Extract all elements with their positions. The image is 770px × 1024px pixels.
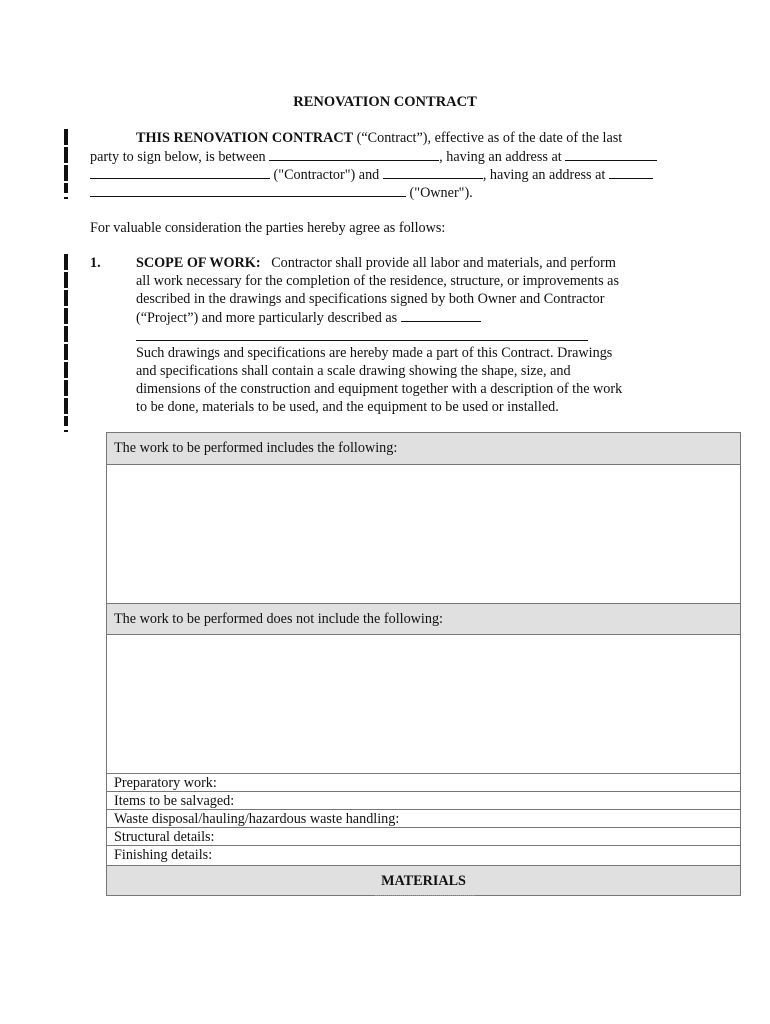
change-bar — [64, 308, 68, 324]
contractor-address-field-2[interactable] — [90, 165, 270, 179]
change-bar — [64, 362, 68, 378]
section1-para2-1: Such drawings and specifications are hereby made a part of this Contract. Drawings — [136, 345, 613, 361]
section1-para2-3: dimensions of the construction and equipment together with a description of the work — [136, 381, 623, 397]
item-row[interactable] — [107, 845, 740, 865]
item-label: Structural details: — [114, 829, 215, 845]
preamble-address-text-2: , having an address at — [482, 167, 606, 183]
preamble-between-text: party to sign below, is between — [90, 149, 266, 165]
item-label: Items to be salvaged: — [114, 793, 235, 809]
change-bar — [64, 380, 68, 396]
project-description-field[interactable] — [401, 308, 481, 322]
change-bar — [64, 254, 68, 270]
preamble-line-1 — [136, 129, 622, 147]
change-bar — [64, 430, 68, 432]
section1-line-4 — [136, 308, 481, 327]
change-bar — [64, 326, 68, 342]
divider — [375, 895, 475, 896]
owner-address-field-2[interactable] — [90, 183, 406, 197]
excludes-textarea[interactable] — [107, 635, 740, 773]
item-row[interactable] — [107, 791, 740, 809]
materials-header-row — [107, 865, 740, 895]
preamble-line1-text: (“Contract”), effective as of the date of the last — [353, 130, 623, 146]
section-heading: SCOPE OF WORK: — [136, 255, 261, 271]
item-row[interactable] — [107, 827, 740, 845]
item-label: Finishing details: — [114, 847, 213, 863]
change-bar — [64, 129, 68, 145]
item-row[interactable] — [107, 773, 740, 791]
item-label: Waste disposal/hauling/hazardous waste handling: — [114, 811, 400, 827]
change-bar — [64, 290, 68, 306]
change-bar — [64, 344, 68, 360]
section1-text-3: described in the drawings and specifications signed by both Owner and Contractor — [136, 291, 605, 307]
section1-text-2: all work necessary for the completion of the residence, structure, or improvements as — [136, 273, 619, 289]
excludes-header: The work to be performed does not include the following: — [114, 611, 443, 627]
excludes-header-row — [107, 603, 740, 635]
preamble-line-2 — [90, 147, 657, 166]
change-bar — [64, 272, 68, 288]
section1-line-1 — [136, 254, 616, 272]
item-row[interactable] — [107, 809, 740, 827]
preamble-address-text: , having an address at — [439, 149, 562, 165]
section-number: 1. — [90, 255, 101, 271]
preamble-contractor-text: ("Contractor") and — [273, 167, 380, 183]
includes-textarea[interactable] — [107, 465, 740, 604]
materials-header: MATERIALS — [381, 873, 466, 889]
contractor-address-field[interactable] — [565, 147, 657, 161]
preamble-bold-lead: THIS RENOVATION CONTRACT — [136, 130, 354, 146]
project-description-field-2[interactable] — [136, 340, 588, 341]
change-bar — [64, 398, 68, 414]
contractor-name-field[interactable] — [269, 147, 439, 161]
change-bar — [64, 183, 68, 193]
section1-para2-2: and specifications shall contain a scale drawing showing the shape, size, and — [136, 363, 571, 379]
section1-para2-4: to be done, materials to be used, and the equipment to be used or installed. — [136, 399, 559, 415]
section1-text-4: (“Project”) and more particularly described as — [136, 310, 398, 326]
includes-header-row — [107, 433, 740, 465]
consideration-text: For valuable consideration the parties hereby agree as follows: — [90, 220, 446, 236]
preamble-line-3 — [90, 165, 653, 184]
preamble-line-4 — [90, 183, 473, 202]
owner-address-field[interactable] — [609, 165, 653, 179]
change-bar — [64, 197, 68, 199]
includes-header: The work to be performed includes the following: — [114, 440, 398, 456]
contract-title: RENOVATION CONTRACT — [293, 94, 477, 110]
preamble-owner-text: ("Owner"). — [409, 185, 473, 201]
change-bar — [64, 165, 68, 181]
change-bar — [64, 416, 68, 426]
owner-name-field[interactable] — [383, 165, 483, 179]
item-label: Preparatory work: — [114, 775, 217, 791]
work-table — [106, 432, 741, 896]
change-bar — [64, 147, 68, 163]
section1-text-1: Contractor shall provide all labor and materials, and perform — [271, 255, 616, 271]
